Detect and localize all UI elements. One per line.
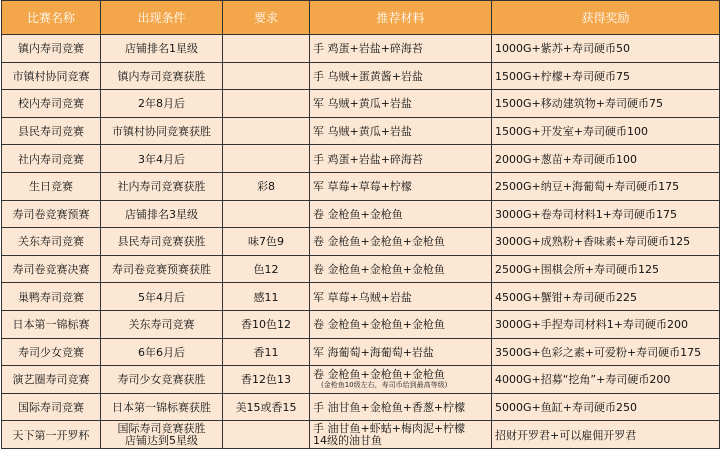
cell-requirement <box>223 90 310 118</box>
table-row <box>2 283 720 311</box>
cell-requirement: 味7色9 <box>223 228 310 256</box>
cell-condition: 店铺排名3星级 <box>101 200 223 228</box>
cell-requirement <box>223 421 310 449</box>
cell-name: 日本第一锦标赛 <box>2 310 101 338</box>
cell-requirement: 香11 <box>223 338 310 366</box>
cell-material: 手 乌贼+蛋黄酱+岩盐 <box>310 62 492 90</box>
table-row <box>2 228 720 256</box>
header-reward: 获得奖励 <box>492 1 720 35</box>
cell-name: 寿司卷竞赛预赛 <box>2 200 101 228</box>
header-row <box>2 1 720 35</box>
cell-requirement: 色12 <box>223 255 310 283</box>
table-row <box>2 421 720 449</box>
cell-condition: 寿司少女竞赛获胜 <box>101 366 223 394</box>
cell-requirement: 感11 <box>223 283 310 311</box>
cell-condition: 5年4月后 <box>101 283 223 311</box>
cell-material <box>310 366 492 394</box>
table-row <box>2 255 720 283</box>
cell-condition: 镇内寿司竞赛获胜 <box>101 62 223 90</box>
cell-requirement: 彩8 <box>223 172 310 200</box>
cell-condition: 社内寿司竞赛获胜 <box>101 172 223 200</box>
cell-material: 卷 金枪鱼+金枪鱼+金枪鱼 <box>310 228 492 256</box>
cell-material: 军 草莓+草莓+柠檬 <box>310 172 492 200</box>
cell-condition: 市镇村协同竞赛获胜 <box>101 117 223 145</box>
cell-reward: 招财开罗君+可以雇佣开罗君 <box>492 421 720 449</box>
cell-name: 国际寿司竞赛 <box>2 393 101 421</box>
cell-name: 寿司少女竞赛 <box>2 338 101 366</box>
cell-reward: 3000G+成熟粉+香味素+寿司硬币125 <box>492 228 720 256</box>
cell-condition: 县民寿司竞赛获胜 <box>101 228 223 256</box>
cell-requirement: 香10色12 <box>223 310 310 338</box>
cell-name: 社内寿司竞赛 <box>2 145 101 173</box>
cell-material: 手 鸡蛋+岩盐+碎海苔 <box>310 145 492 173</box>
cell-condition <box>101 421 223 449</box>
competition-table <box>1 0 720 449</box>
cell-condition: 3年4月后 <box>101 145 223 173</box>
table-row <box>2 310 720 338</box>
cell-name: 寿司卷竞赛决赛 <box>2 255 101 283</box>
cell-condition: 日本第一锦标赛获胜 <box>101 393 223 421</box>
cell-requirement <box>223 200 310 228</box>
cell-name: 镇内寿司竞赛 <box>2 35 101 63</box>
cell-material: 军 草莓+乌贼+岩盐 <box>310 283 492 311</box>
header-condition: 出现条件 <box>101 1 223 35</box>
header-requirement: 要求 <box>223 1 310 35</box>
cell-material: 卷 金枪鱼+金枪鱼 <box>310 200 492 228</box>
table-row <box>2 200 720 228</box>
cell-reward: 1500G+移动建筑物+寿司硬币75 <box>492 90 720 118</box>
cell-name: 生日竞赛 <box>2 172 101 200</box>
table-row <box>2 338 720 366</box>
cell-reward: 2000G+葱苗+寿司硬币100 <box>492 145 720 173</box>
cell-material: 手 油甘鱼+金枪鱼+香葱+柠檬 <box>310 393 492 421</box>
cell-condition-line1: 国际寿司竞赛获胜 <box>117 421 206 435</box>
table-row <box>2 172 720 200</box>
cell-material: 手 鸡蛋+岩盐+碎海苔 <box>310 35 492 63</box>
cell-reward: 2500G+纳豆+海葡萄+寿司硬币175 <box>492 172 720 200</box>
cell-condition: 6年6月后 <box>101 338 223 366</box>
table-row <box>2 366 720 394</box>
cell-condition: 2年8月后 <box>101 90 223 118</box>
cell-name: 演艺圈寿司竞赛 <box>2 366 101 394</box>
cell-condition-line2: 店铺达到5星级 <box>125 433 198 447</box>
cell-name: 巢鸭寿司竞赛 <box>2 283 101 311</box>
cell-reward: 5000G+鱼缸+寿司硬币250 <box>492 393 720 421</box>
cell-material: 卷 金枪鱼+金枪鱼+金枪鱼 <box>310 255 492 283</box>
header-name: 比赛名称 <box>2 1 101 35</box>
cell-material: 军 乌贼+黄瓜+岩盐 <box>310 117 492 145</box>
table-row <box>2 393 720 421</box>
cell-requirement: 美15或香15 <box>223 393 310 421</box>
cell-reward: 3500G+色彩之素+可爱粉+寿司硬币175 <box>492 338 720 366</box>
cell-reward: 3000G+手捏寿司材料1+寿司硬币200 <box>492 310 720 338</box>
cell-condition: 关东寿司竞赛 <box>101 310 223 338</box>
cell-material: 军 乌贼+黄瓜+岩盐 <box>310 90 492 118</box>
cell-material-note: (金枪鱼10级左右，寿司币给到最高等级) <box>321 381 448 390</box>
cell-condition: 店铺排名1星级 <box>101 35 223 63</box>
cell-material-line1: 手 油甘鱼+虾蛄+梅肉泥+柠檬 <box>313 421 466 435</box>
cell-reward: 1500G+柠檬+寿司硬币75 <box>492 62 720 90</box>
table-row <box>2 90 720 118</box>
cell-requirement <box>223 35 310 63</box>
cell-material-line2: 14级的油甘鱼 <box>313 433 382 447</box>
cell-name: 校内寿司竞赛 <box>2 90 101 118</box>
table-row <box>2 117 720 145</box>
cell-reward: 4500G+蟹钳+寿司硬币225 <box>492 283 720 311</box>
table-row <box>2 145 720 173</box>
cell-material: 军 海葡萄+海葡萄+岩盐 <box>310 338 492 366</box>
cell-name: 天下第一开罗杯 <box>2 421 101 449</box>
cell-reward: 2500G+围棋会所+寿司硬币125 <box>492 255 720 283</box>
cell-material: 卷 金枪鱼+金枪鱼+金枪鱼 <box>310 310 492 338</box>
cell-material-main: 卷 金枪鱼+金枪鱼+金枪鱼 <box>313 368 445 382</box>
cell-name: 县民寿司竞赛 <box>2 117 101 145</box>
table-row <box>2 62 720 90</box>
cell-requirement <box>223 62 310 90</box>
cell-name: 关东寿司竞赛 <box>2 228 101 256</box>
cell-condition: 寿司卷竞赛预赛获胜 <box>101 255 223 283</box>
cell-material <box>310 421 492 449</box>
cell-requirement <box>223 145 310 173</box>
cell-reward: 3000G+卷寿司材料1+寿司硬币175 <box>492 200 720 228</box>
cell-reward: 1000G+紫苏+寿司硬币50 <box>492 35 720 63</box>
cell-requirement <box>223 117 310 145</box>
cell-name: 市镇村协同竞赛 <box>2 62 101 90</box>
cell-reward: 4000G+招募“挖角”+寿司硬币200 <box>492 366 720 394</box>
table-row <box>2 35 720 63</box>
header-material: 推荐材料 <box>310 1 492 35</box>
cell-requirement: 香12色13 <box>223 366 310 394</box>
cell-reward: 1500G+开发室+寿司硬币100 <box>492 117 720 145</box>
